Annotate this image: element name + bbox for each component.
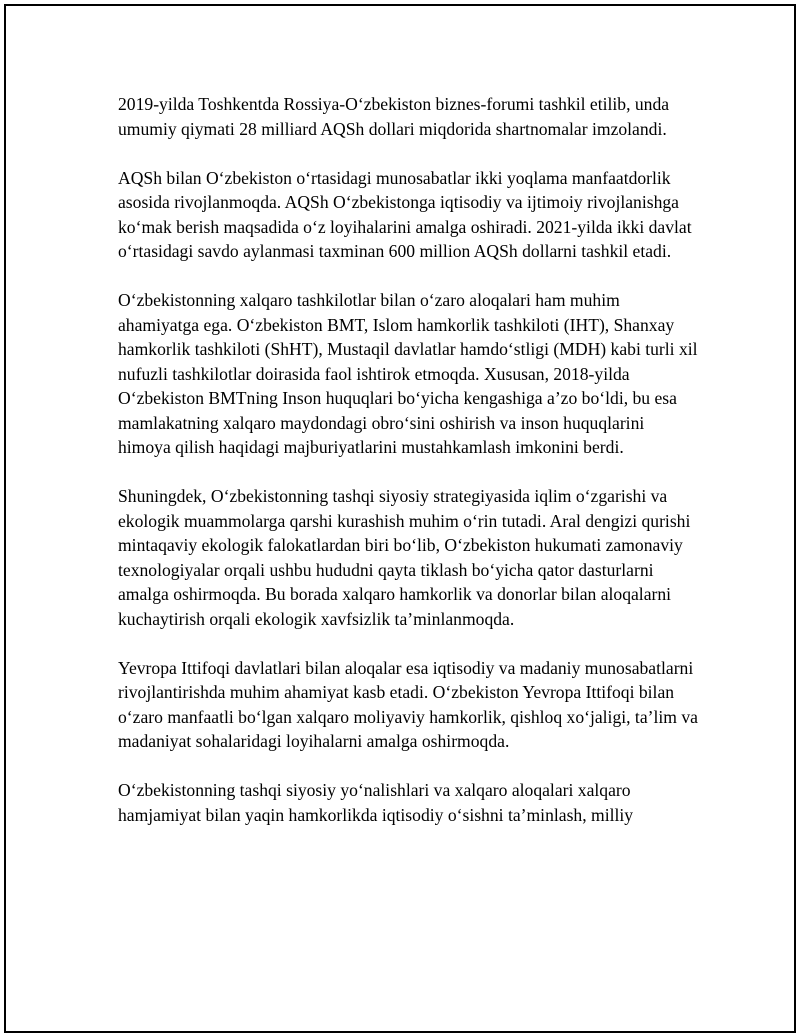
- paragraph-3: O‘zbekistonning xalqaro tashkilotlar bilan o‘zaro aloqalari ham muhim ahamiyatga ega. O‘zbekiston BMT, Islom hamkorlik tashkiloti (IHT), Shanxay hamkorlik tashkiloti (ShHT), Mustaqil davlatlar hamdo‘stligi (MDH) kabi turli xil nufuzli tashkilotlar doirasida faol ishtirok etmoqda. Xususan, 2018-yilda O‘zbekiston BMTning Inson huquqlari bo‘yicha kengashiga a’zo bo‘ldi, bu esa mamlakatning xalqaro maydondagi obro‘sini oshirish va inson huquqlarini himoya qilish haqidagi majburiyatlarini mustahkamlash imkonini berdi.: [118, 290, 698, 457]
- paragraph-6: O‘zbekistonning tashqi siyosiy yo‘nalishlari va xalqaro aloqalari xalqaro hamjamiyat bilan yaqin hamkorlikda iqtisodiy o‘sishni ta’minlash, milliy: [118, 780, 634, 825]
- paragraph-2: AQSh bilan O‘zbekiston o‘rtasidagi munosabatlar ikki yoqlama manfaatdorlik asosida rivojlanmoqda. AQSh O‘zbekistonga iqtisodiy va ijtimoiy rivojlanishga ko‘mak berish maqsadida o‘z loyihalarini amalga oshiradi. 2021-yilda ikki davlat o‘rtasidagi savdo aylanmasi taxminan 600 million AQSh dollarni tashkil etadi.: [118, 167, 692, 261]
- paragraph-4: Shuningdek, O‘zbekistonning tashqi siyosiy strategiyasida iqlim o‘zgarishi va ekologik muammolarga qarshi kurashish muhim o‘rin tutadi. Aral dengizi qurishi mintaqaviy ekologik falokatlardan biri bo‘lib, O‘zbekiston hukumati zamonaviy texnologiyalar orqali ushbu hududni qayta tiklash bo‘yicha qator dasturlarni amalga oshirmoqda. Bu borada xalqaro hamkorlik va donorlar bilan aloqalarni kuchaytirish orqali ekologik xavfsizlik ta’minlanmoqda.: [118, 486, 691, 629]
- paragraph-5: Yevropa Ittifoqi davlatlari bilan aloqalar esa iqtisodiy va madaniy munosabatlarni rivojlantirishda muhim ahamiyat kasb etadi. O‘zbekiston Yevropa Ittifoqi bilan o‘zaro manfaatli bo‘lgan xalqaro moliyaviy hamkorlik, qishloq xo‘jaligi, ta’lim va madaniyat sohalaridagi loyihalarni amalga oshirmoqda.: [118, 657, 698, 751]
- document-body: [118, 92, 698, 827]
- paragraph-1: 2019-yilda Toshkentda Rossiya-O‘zbekiston biznes-forumi tashkil etilib, unda umumiy qiymati 28 milliard AQSh dollari miqdorida shartnomalar imzolandi.: [118, 94, 670, 139]
